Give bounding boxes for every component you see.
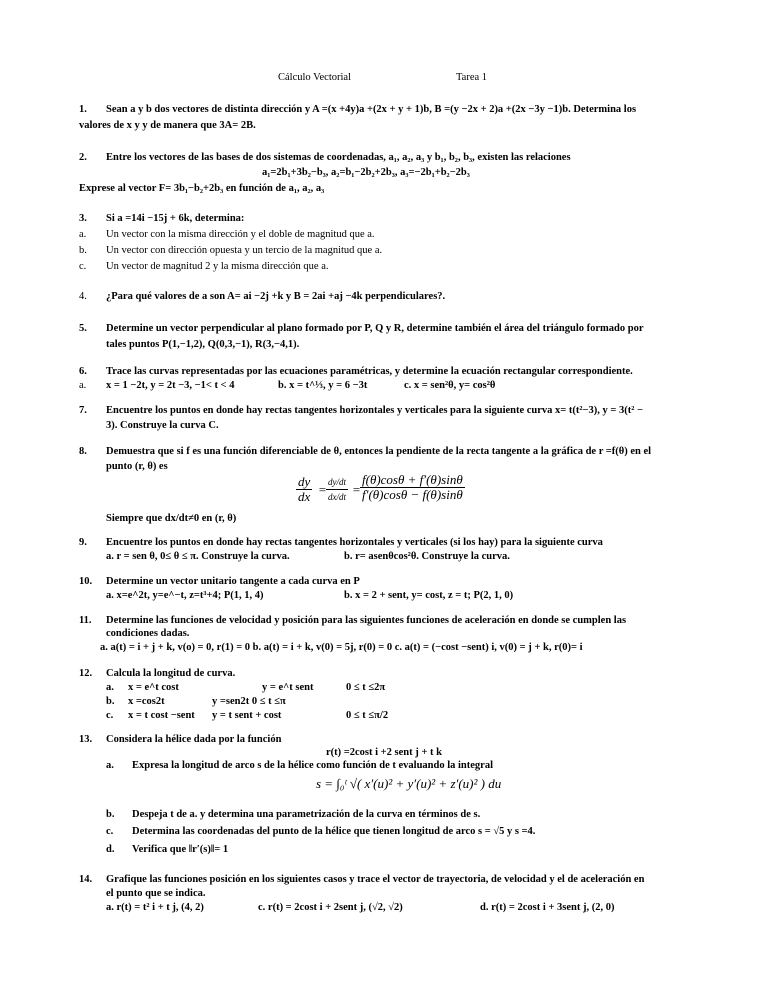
text-line-p12a: Calcula la longitud de curva. — [106, 668, 236, 679]
equals-sign-1: = — [318, 482, 327, 497]
text-line-p1a: Sean a y b dos vectores de distinta dirección y A =(x +4y)a +(2x + y + 1)b, B =(y −2x + 2)a +(2x −3y −1)b. Determina los — [106, 104, 637, 115]
text-line-p3tc: Un vector de magnitud 2 y la misma dirección que a. — [106, 261, 329, 272]
text-line-p13la: a. — [106, 760, 114, 771]
text-line-p12yc: y = t sent + cost — [212, 710, 282, 721]
text-line-p13ld: d. — [106, 844, 115, 855]
text-line-p13lb: b. — [106, 809, 115, 820]
text-line-p5b: tales puntos P(1,−1,2), Q(0,3,−1), R(3,−4,1). — [106, 339, 300, 350]
text-line-p3ta: Un vector con la misma dirección y el doble de magnitud que a. — [106, 229, 375, 240]
text-line-p11a: Determine las funciones de velocidad y posición para las siguientes funciones de aceleración en donde se cumplen las — [106, 615, 627, 626]
frac-denominator: dx — [298, 489, 311, 504]
equals-sign-2: = — [352, 482, 361, 497]
text-line-p3tb: Un vector con dirección opuesta y un tercio de la magnitud que a. — [106, 245, 383, 256]
text-line-p1b: valores de x y y de manera que 3A= 2B. — [79, 120, 256, 131]
text-line-p7b: 3). Construye la curva C. — [106, 420, 219, 431]
text-line-p13tb: Despeja t de a. y determina una parametrización de la curva en términos de s. — [132, 809, 481, 820]
text-line-p13b: r(t) =2cost i +2 sent j + t k — [326, 747, 442, 758]
text-line-p6ta: x = 1 −2t, y = 2t −3, −1< t < 4 — [106, 380, 235, 391]
text-line-p3lc: c. — [79, 261, 87, 272]
text-line-p11c: a. a(t) = i + j + k, v(o) = 0, r(1) = 0 b. a(t) = i + k, v(0) = 5j, r(0) = 0 c. a(t) = (−cost −sent) i, v(0) = j + k, r(0)= i — [100, 642, 583, 653]
text-line-p14d: c. r(t) = 2cost i + 2sent j, (√2, √2) — [258, 902, 403, 913]
text-line-p4n: 4. — [79, 291, 87, 302]
course-title: Cálculo Vectorial — [278, 72, 351, 83]
text-line-p14n: 14. — [79, 874, 93, 885]
text-line-p6la: a. — [79, 380, 87, 391]
assignment-title: Tarea 1 — [456, 72, 488, 83]
text-line-p9b: a. r = sen θ, 0≤ θ ≤ π. Construye la curva. — [106, 551, 290, 562]
formula-polar-slope — [360, 473, 465, 502]
formula-dydt-dxdt — [326, 475, 348, 504]
text-line-p7a: Encuentre los puntos en donde hay rectas tangentes horizontales y verticales para la siguiente curva x= t(t²−3), y = 3(t² − — [106, 405, 644, 416]
text-line-p9c: b. r= asenθcos²θ. Construye la curva. — [344, 551, 510, 562]
text-line-p8c: Siempre que dx/dt≠0 en (r, θ) — [106, 513, 237, 524]
text-line-p12xc: x = t cost −sent — [128, 710, 195, 721]
text-line-p12lb: b. — [106, 696, 115, 707]
text-line-p12la: a. — [106, 682, 114, 693]
formula-arc-length: s = ∫₀ᵗ √( x′(u)² + y′(u)² + z′(u)² ) du — [316, 776, 502, 791]
formula-dy-dx — [296, 475, 312, 504]
text-line-p3la: a. — [79, 229, 87, 240]
text-line-p14b: el punto que se indica. — [106, 888, 206, 899]
text-line-p10b: a. x=e^2t, y=e^−t, z=t³+4; P(1, 1, 4) — [106, 590, 264, 601]
text-line-p13td: Verifica que ‖r′(s)‖= 1 — [132, 844, 229, 855]
frac-denominator: dx/dt — [328, 492, 346, 502]
text-line-p2a: Entre los vectores de las bases de dos sistemas de coordenadas, a₁, a₂, a₃ y b₁, b₂, b₃, existen las relaciones — [106, 152, 571, 163]
text-line-p8b: punto (r, θ) es — [106, 461, 168, 472]
text-line-p8n: 8. — [79, 446, 87, 457]
text-line-p11n: 11. — [79, 615, 92, 626]
text-line-p5n: 5. — [79, 323, 87, 334]
text-line-p13lc: c. — [106, 826, 114, 837]
text-line-p12xa: x = e^t cost — [128, 682, 179, 693]
text-line-p3lb: b. — [79, 245, 87, 256]
text-line-p12yb: y =sen2t 0 ≤ t ≤π — [212, 696, 286, 707]
text-line-p11b: condiciones dadas. — [106, 628, 190, 639]
text-line-p13ta: Expresa la longitud de arco s de la hélice como función de t evaluando la integral — [132, 760, 493, 771]
text-line-p12rc: 0 ≤ t ≤π/2 — [346, 710, 389, 721]
text-line-p4a: ¿Para qué valores de a son A= ai −2j +k y B = 2ai +aj −4k perpendiculares?. — [106, 291, 446, 302]
frac-numerator: f(θ)cosθ + f′(θ)sinθ — [362, 472, 463, 487]
text-line-p12n: 12. — [79, 668, 93, 679]
text-line-p6tc: c. x = sen²θ, y= cos²θ — [404, 380, 496, 391]
text-line-p10a: Determine un vector unitario tangente a cada curva en P — [106, 576, 360, 587]
text-line-p1n: 1. — [79, 104, 87, 115]
text-line-p3n: 3. — [79, 213, 87, 224]
text-line-p3a: Si a =14i −15j + 6k, determina: — [106, 213, 245, 224]
text-line-p13n: 13. — [79, 734, 93, 745]
text-line-p6tb: b. x = t^⅓, y = 6 −3t — [278, 380, 368, 391]
text-line-p12lc: c. — [106, 710, 114, 721]
text-line-p14e: d. r(t) = 2cost i + 3sent j, (2, 0) — [480, 902, 615, 913]
text-line-p13tc: Determina las coordenadas del punto de la hélice que tienen longitud de arco s = √5 y s =4. — [132, 826, 536, 837]
frac-numerator: dy/dt — [326, 475, 348, 490]
text-line-p6a: Trace las curvas representadas por las ecuaciones paramétricas, y determine la ecuación rectangular correspondiente. — [106, 366, 633, 377]
text-line-p8a: Demuestra que si f es una función diferenciable de θ, entonces la pendiente de la recta tangente a la gráfica de r =f(θ) en el — [106, 446, 652, 457]
text-line-p12ya: y = e^t sent — [262, 682, 314, 693]
text-line-p9n: 9. — [79, 537, 87, 548]
text-line-p14c: a. r(t) = t² i + t j, (4, 2) — [106, 902, 204, 913]
text-line-p6n: 6. — [79, 366, 87, 377]
text-line-p13a: Considera la hélice dada por la función — [106, 734, 282, 745]
text-line-p10c: b. x = 2 + sent, y= cost, z = t; P(2, 1, 0) — [344, 590, 514, 601]
text-line-p7n: 7. — [79, 405, 87, 416]
text-line-p2n: 2. — [79, 152, 87, 163]
text-line-p2b: a₁=2b₁+3b₂−b₃, a₂=b₁−2b₂+2b₃, a₃=−2b₁+b₂−2b₃ — [262, 167, 470, 178]
text-line-p12xb: x =cos2t — [128, 696, 165, 707]
frac-denominator: f′(θ)cosθ − f(θ)sinθ — [362, 487, 463, 502]
frac-numerator: dy — [298, 474, 311, 489]
text-line-p2c: Exprese al vector F= 3b₁−b₂+2b₃ en función de a₁, a₂, a₃ — [79, 183, 325, 194]
text-line-p5a: Determine un vector perpendicular al plano formado por P, Q y R, determine también el área del triángulo formado por — [106, 323, 644, 334]
text-line-p14a: Grafique las funciones posición en los siguientes casos y trace el vector de trayectoria, de velocidad y el de aceleración en — [106, 874, 645, 885]
text-line-p9a: Encuentre los puntos en donde hay rectas tangentes horizontales y verticales (si los hay) para la siguiente curva — [106, 537, 603, 548]
text-line-p10n: 10. — [79, 576, 93, 587]
text-line-p12ra: 0 ≤ t ≤2π — [346, 682, 386, 693]
